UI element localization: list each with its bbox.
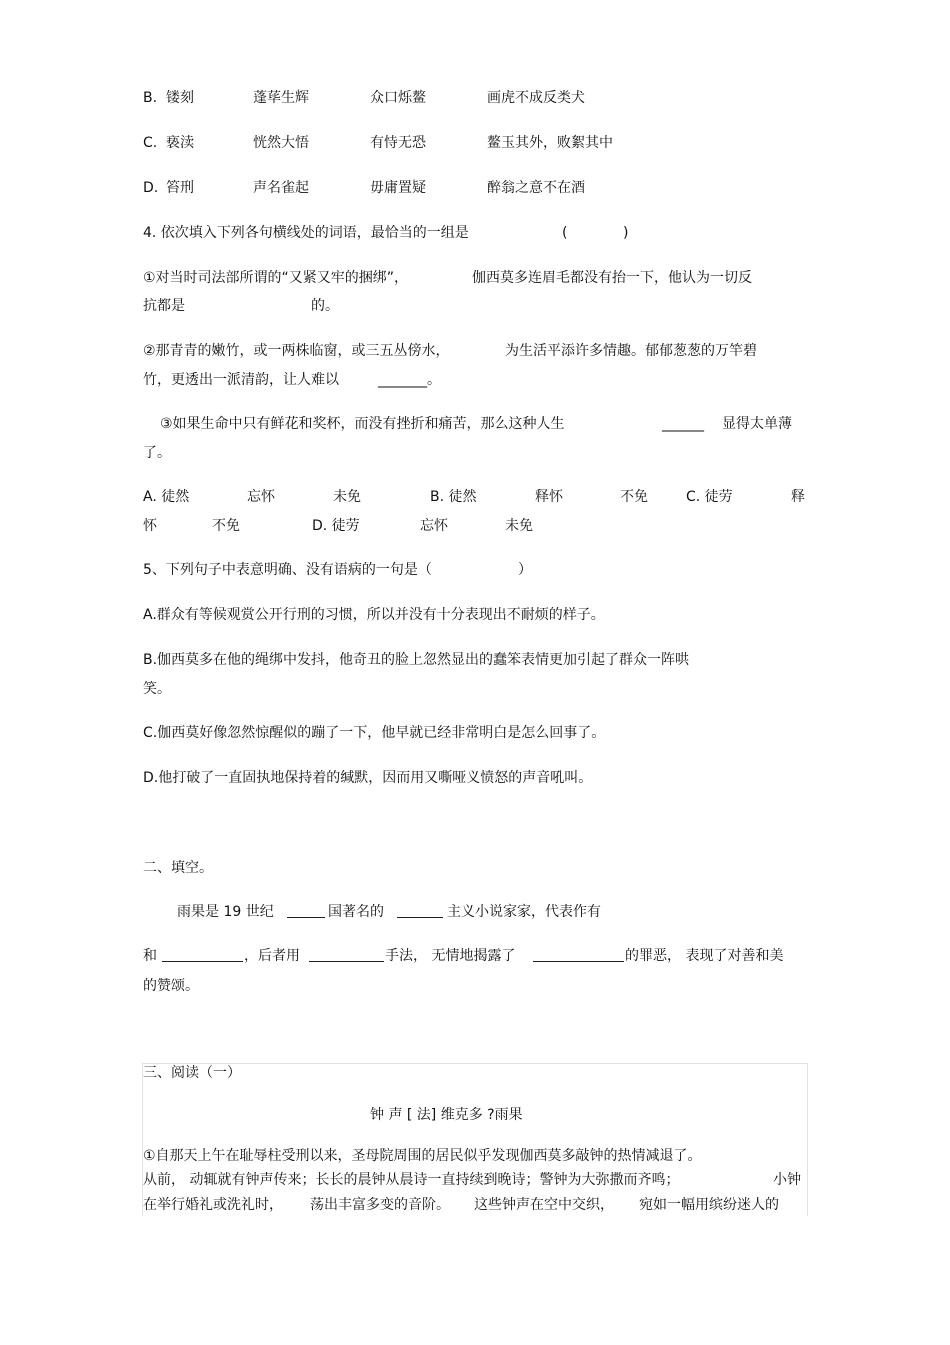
blank-text: 主义小说家家，代表作有: [447, 904, 601, 920]
blank-line[interactable]: [287, 903, 325, 918]
passage-line: 宛如一幅用缤纷迷人的: [639, 1197, 779, 1213]
sentence-3: 显得太单薄: [722, 416, 792, 432]
option-d: 忘怀: [420, 518, 448, 534]
passage-line: ①自那天上午在耻辱柱受刑以来，圣母院周围的居民似乎发现伽西莫多敲钟的热情减退了。: [143, 1148, 702, 1164]
option-d: D. 徒劳: [312, 518, 360, 534]
question-stem: 5、下列句子中表意明确、没有语病的一句是（: [143, 562, 432, 578]
section-heading: 二、填空。: [143, 860, 213, 876]
word: 声名雀起: [253, 180, 309, 196]
sentence-1: 伽西莫多连眉毛都没有抬一下，他认为一切反: [472, 270, 752, 286]
sentence-1: ①对当时司法部所谓的“又紧又牢的捆绑”，: [143, 270, 409, 286]
word: 蓬荜生辉: [253, 90, 309, 106]
answer-paren-open: (: [562, 225, 568, 241]
blank-text: 国著名的: [328, 904, 384, 920]
option-d: D.他打破了一直固执地保持着的缄默，因而用又嘶哑义愤怒的声音吼叫。: [143, 770, 593, 786]
option-label: B.: [143, 90, 158, 106]
blank-text: 手法， 无情地揭露了: [385, 948, 516, 964]
option-a: A. 徒然: [143, 489, 190, 505]
passage-line: 在举行婚礼或洗礼时，: [143, 1197, 283, 1213]
word: 镂刻: [166, 90, 194, 106]
option-c: C.伽西莫好像忽然惊醒似的蹦了一下，他早就已经非常明白是怎么回事了。: [143, 725, 606, 741]
word: 恍然大悟: [253, 135, 309, 151]
word: 笞刑: [166, 180, 194, 196]
option-b: 不免: [620, 489, 648, 505]
passage-line: 小钟: [773, 1172, 801, 1188]
sentence-2: 为生活平添许多情趣。郁郁葱葱的万竿碧: [505, 343, 757, 359]
blank-line[interactable]: [533, 947, 624, 962]
sentence-2-blank: _______。: [378, 372, 441, 388]
option-a: A.群众有等候观赏公开行刑的习惯，所以并没有十分表现出不耐烦的样子。: [143, 607, 605, 623]
word: 亵渎: [166, 135, 194, 151]
sentence-3: ③如果生命中只有鲜花和奖杯，而没有挫折和痛苦，那么这种人生: [160, 416, 565, 432]
blank-line[interactable]: [309, 947, 384, 962]
option-b: 笑。: [143, 681, 171, 697]
word: 鳌玉其外，败絮其中: [487, 135, 613, 151]
option-label: C.: [143, 135, 158, 151]
sentence-1: 的。: [311, 298, 339, 314]
blank-text: 和: [143, 948, 157, 964]
answer-paren-close: ): [623, 225, 629, 241]
sentence-2: ②那青青的嫩竹，或一两株临窗，或三五丛傍水，: [143, 343, 450, 359]
option-b: B. 徒然: [430, 489, 477, 505]
sentence-1: 抗都是: [143, 298, 185, 314]
blank-line[interactable]: [397, 903, 443, 918]
word: 有恃无恐: [370, 135, 426, 151]
word: 醉翁之意不在酒: [487, 180, 585, 196]
option-c: 怀: [143, 518, 157, 534]
option-c: 不免: [212, 518, 240, 534]
option-c: 释: [791, 489, 805, 505]
blank-line[interactable]: [162, 947, 243, 962]
passage-line: 这些钟声在空中交织，: [474, 1197, 614, 1213]
sentence-3: 了。: [143, 445, 171, 461]
sentence-2: 竹，更透出一派清韵，让人难以: [143, 372, 339, 388]
reading-frame: [142, 1063, 808, 1216]
blank-text: ，后者用: [244, 948, 300, 964]
option-a: 未免: [333, 489, 361, 505]
blank-text: 的赞颂。: [143, 978, 199, 994]
blank-text: 的罪恶， 表现了对善和美: [625, 948, 784, 964]
word: 毋庸置疑: [370, 180, 426, 196]
option-b: B.伽西莫多在他的绳绑中发抖，他奇丑的脸上忽然显出的蠢笨表情更加引起了群众一阵哄: [143, 652, 690, 668]
passage-line: 从前， 动辄就有钟声传来；长长的晨钟从晨诗一直持续到晚诗；警钟为大弥撒而齐鸣；: [143, 1172, 680, 1188]
passage-title: 钟 声 [ 法] 维克多 ?雨果: [370, 1107, 523, 1123]
section-heading: 三、阅读（一）: [143, 1065, 241, 1081]
blank-text: 雨果是 19 世纪: [177, 904, 274, 920]
word: 众口烁鳌: [370, 90, 426, 106]
option-b: 释怀: [535, 489, 563, 505]
question-stem: 4. 依次填入下列各句横线处的词语，最恰当的一组是: [143, 225, 469, 241]
option-d: 未免: [505, 518, 533, 534]
option-c: C. 徒劳: [686, 489, 733, 505]
answer-paren-close: ）: [518, 562, 532, 578]
passage-line: 荡出丰富多变的音阶。: [310, 1197, 450, 1213]
sentence-3-blank: ______: [662, 416, 704, 432]
option-a: 忘怀: [247, 489, 275, 505]
word: 画虎不成反类犬: [487, 90, 585, 106]
option-label: D.: [143, 180, 159, 196]
